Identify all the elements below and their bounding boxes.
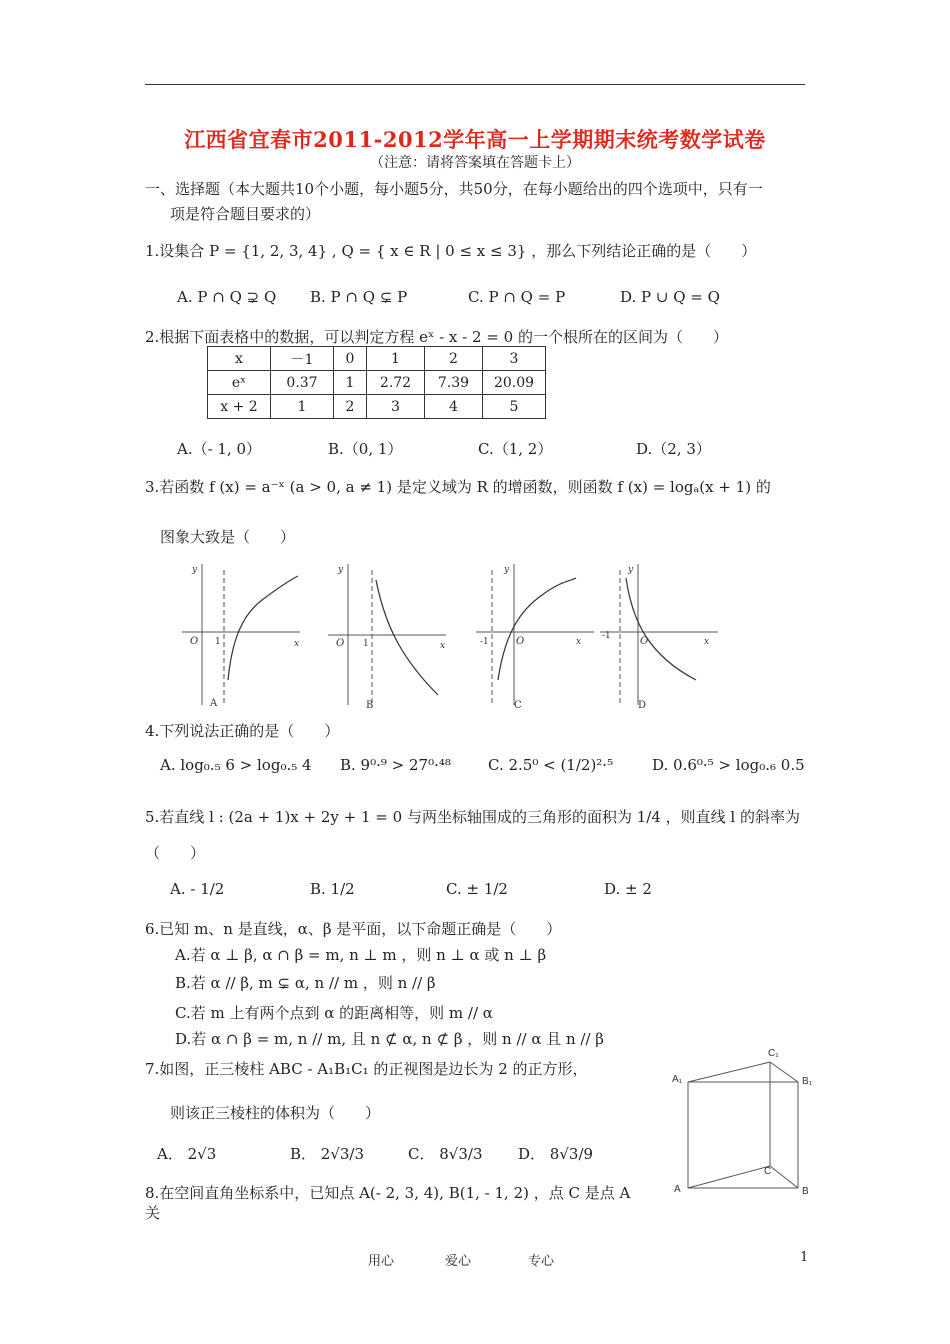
top-rule [145,84,805,85]
graph-label: B [366,700,374,711]
q5-stem: 5.若直线 l : (2a + 1)x + 2y + 1 = 0 与两坐标轴围成的三角形的面积为 1/4 ，则直线 l 的斜率为 [145,808,800,826]
axis-x-label: x [704,637,710,647]
q4-stem: 4.下列说法正确的是（ ） [145,722,340,740]
tick-label: 1 [215,637,221,647]
q2-stem: 2.根据下面表格中的数据，可以判定方程 eˣ - x - 2 = 0 的一个根所在的区间为（ ） [145,328,728,346]
q7-option-c: C． 8√3/3 [408,1145,483,1163]
q5-option-c: C. ± 1/2 [446,880,508,898]
footer-word-1: 用心 [368,1254,395,1269]
origin-label: O [640,636,649,647]
table-cell: 1 [367,347,425,371]
table-cell: 5 [483,395,546,419]
answer-note: （注意：请将答案填在答题卡上） [370,155,580,171]
origin-label: O [516,636,525,647]
origin-label: O [190,636,199,647]
q6-option-d: D.若 α ∩ β = m, n // m, 且 n ⊄ α, n ⊄ β ，则 n // α 且 n // β [175,1030,604,1048]
tick-label: -1 [602,631,611,641]
q4-option-d: D. 0.6⁰·⁵ > log₀.₆ 0.5 [652,756,805,774]
vertex-label-c1: C₁ [768,1048,779,1059]
footer-word-3: 专心 [528,1254,555,1269]
vertex-label-b: B [802,1186,809,1197]
q6-option-a: A.若 α ⊥ β, α ∩ β = m, n ⊥ m ，则 n ⊥ α 或 n ⊥ β [175,946,547,964]
q2-option-d: D.（2, 3） [636,440,711,458]
q8-stem-cont: 关 [145,1204,161,1222]
axis-x-label: x [576,637,582,647]
q3-graph-b [328,560,448,710]
table-row [208,347,546,371]
q1-option-d: D. P ∪ Q = Q [620,288,720,306]
q5-option-d: D. ± 2 [604,880,652,898]
q3-graph-a [182,560,302,710]
vertex-label-a1: A₁ [672,1074,683,1085]
table-row [208,371,546,395]
origin-label: O [336,638,345,649]
table-row [208,395,546,419]
q3-stem: 3.若函数 f (x) = a⁻ˣ (a > 0, a ≠ 1) 是定义域为 R 的增函数，则函数 f (x) = logₐ(x + 1) 的 [145,478,771,496]
axis-y-label: y [338,565,344,575]
vertex-label-c: C [764,1166,772,1177]
axis-y-label: y [504,565,510,575]
q5-option-a: A. - 1/2 [170,880,225,898]
axis-y-label: y [628,565,634,575]
vertex-label-a: A [674,1184,681,1195]
q2-option-a: A.（- 1, 0） [177,440,262,458]
q1-option-c: C. P ∩ Q = P [468,288,566,306]
table-cell: 20.09 [483,371,546,395]
table-cell: －1 [271,347,334,371]
table-cell: 3 [483,347,546,371]
q3-stem-cont: 图象大致是（ ） [160,528,296,546]
q1-stem: 1.设集合 P = {1, 2, 3, 4} , Q = { x ∈ R | 0 ≤ x ≤ 3} ，那么下列结论正确的是（ ） [145,242,757,260]
section-heading-line2: 项是符合题目要求的） [170,205,321,223]
q6-option-b: B.若 α // β, m ⊊ α, n // m ，则 n // β [175,974,436,992]
axis-x-label: x [440,641,446,651]
table-cell: 2 [425,347,483,371]
q1-option-a: A. P ∩ Q ⊋ Q [177,288,277,306]
tick-label: -1 [480,637,489,647]
q5-stem-cont: （ ） [145,844,206,862]
table-cell: x + 2 [208,395,271,419]
graph-label: C [514,700,522,711]
vertex-label-b1: B₁ [802,1076,813,1087]
q7-option-d: D． 8√3/9 [518,1145,594,1163]
table-cell: 2 [334,395,367,419]
q7-stem: 7.如图，正三棱柱 ABC - A₁B₁C₁ 的正视图是边长为 2 的正方形， [145,1060,588,1078]
table-cell: 1 [334,371,367,395]
table-cell: eˣ [208,371,271,395]
q3-graph-d [600,560,720,710]
table-cell: 2.72 [367,371,425,395]
prism-figure [668,1044,828,1204]
graph-label: A [210,698,218,709]
table-cell: 4 [425,395,483,419]
q6-option-c: C.若 m 上有两个点到 α 的距离相等，则 m // α [175,1004,493,1022]
q7-option-a: A． 2√3 [157,1145,217,1163]
graph-label: D [638,700,647,711]
footer-word-2: 爱心 [445,1254,472,1269]
q1-option-b: B. P ∩ Q ⊊ P [310,288,408,306]
q6-stem: 6.已知 m、n 是直线，α、β 是平面，以下命题正确是（ ） [145,920,562,938]
table-cell: 1 [271,395,334,419]
q8-stem: 8.在空间直角坐标系中，已知点 A(- 2, 3, 4), B(1, - 1, 2) ，点 C 是点 A [145,1184,631,1202]
page-number: 1 [800,1250,809,1265]
page-title: 江西省宜春市2011-2012学年高一上学期期末统考数学试卷 [184,127,766,152]
q5-option-b: B. 1/2 [310,880,355,898]
q4-option-b: B. 9⁰·⁹ > 27⁰·⁴⁸ [340,756,451,774]
axis-y-label: y [192,565,198,575]
q4-option-c: C. 2.5⁰ < (1/2)²·⁵ [488,756,614,774]
section-heading-line1: 一、选择题（本大题共10个小题，每小题5分，共50分，在每小题给出的四个选项中，只有一 [145,180,763,198]
q7-stem-cont: 则该正三棱柱的体积为（ ） [170,1104,381,1122]
q4-option-a: A. log₀.₅ 6 > log₀.₅ 4 [160,756,312,774]
tick-label: 1 [363,639,369,649]
q2-option-c: C.（1, 2） [478,440,553,458]
q2-value-table [207,346,546,419]
q2-option-b: B.（0, 1） [328,440,403,458]
q7-option-b: B． 2√3/3 [290,1145,365,1163]
table-cell: 0 [334,347,367,371]
table-cell: x [208,347,271,371]
table-cell: 3 [367,395,425,419]
axis-x-label: x [294,639,300,649]
table-cell: 7.39 [425,371,483,395]
table-cell: 0.37 [271,371,334,395]
q3-graph-c [476,560,596,710]
